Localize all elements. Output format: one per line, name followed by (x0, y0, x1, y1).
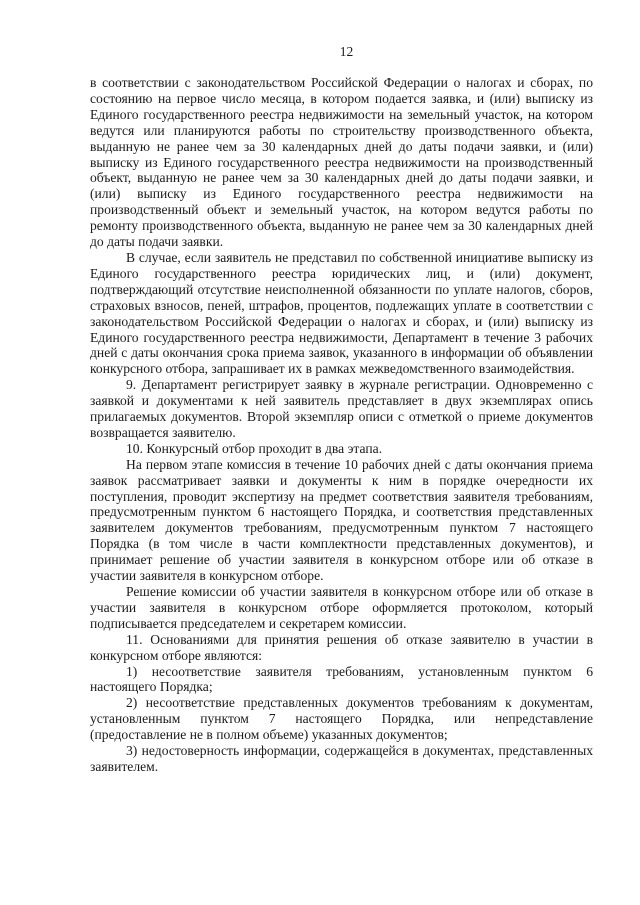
paragraph-interdepartmental-request: В случае, если заявитель не представил по собственной инициативе выписку из Единого государственного реестра юридических лиц, и (или) документ, подтверждающий отсутствие неисполненной обязанности по уплате налогов, сборов, страховых взносов, пеней, штрафов, процентов, подлежащих уплате в соответствии с законодательством Российской Федерации о налогах и сборах, и (или) выписку из Единого государственного реестра недвижимости, Департамент в течение 3 рабочих дней с даты окончания срока приема заявок, указанного в информации об объявлении конкурсного отбора, запрашивает их в рамках межведомственного взаимодействия. (90, 249, 593, 377)
list-item-3: 3) недостоверность информации, содержащейся в документах, представленных заявителем. (90, 743, 593, 774)
paragraph-9-registration: 9. Департамент регистрирует заявку в журнале регистрации. Одновременно с заявкой и документами к ней заявитель представляет в двух экземплярах опись прилагаемых документов. Второй экземпляр описи с отметкой о приеме документов возвращается заявителю. (90, 377, 593, 440)
paragraph-commission-decision: Решение комиссии об участии заявителя в конкурсном отборе или об отказе в участии заявителя в конкурсном отборе оформляется протоколом, который подписывается председателем и секретарем комиссии. (90, 584, 593, 631)
page-number: 12 (339, 44, 354, 59)
paragraph-10-stages: 10. Конкурсный отбор проходит в два этапа. (126, 440, 383, 456)
paragraph-continuation: в соответствии с законодательством Российской Федерации о налогах и сборах, по состоянию на первое число месяца, в котором подается заявка, и (или) выписку из Единого государственного реестра недвижимости на земельный участок, на котором ведутся или планируются работы по строительству производственного объекта, выданную не ранее чем за 30 календарных дней до даты подачи заявки, и (или) выписку из Единого государственного реестра недвижимости на производственный объект, выданную не ранее чем за 30 календарных дней до даты подачи заявки, и (или) выписку из Единого государственного реестра недвижимости на производственный объект и земельный участок, на котором ведутся работы по ремонту производственного объекта, выданную не ранее чем за 30 календарных дней до даты подачи заявки. (90, 75, 593, 250)
paragraph-11-refusal-grounds: 11. Основаниями для принятия решения об отказе заявителю в участии в конкурсном отборе являются: (90, 631, 593, 663)
list-item-1: 1) несоответствие заявителя требованиям, установленным пунктом 6 настоящего Порядка; (90, 663, 593, 695)
list-item-2: 2) несоответствие представленных документов требованиям к документам, установленным пунктом 7 настоящего Порядка, или непредставление (предоставление не в полном объеме) указанных документов; (90, 695, 593, 743)
paragraph-first-stage: На первом этапе комиссия в течение 10 рабочих дней с даты окончания приема заявок рассматривает заявки и документы к ним в порядке очередности их поступления, проводит экспертизу на предмет соответствия заявителя требованиям, предусмотренным пунктом 6 настоящего Порядка, и соответствия представленных заявителем документов требованиям, предусмотренным пунктом 7 настоящего Порядка (в том числе в части комплектности представленных документов), и принимает решение об участии заявителя в конкурсном отборе или об отказе в участии заявителя в конкурсном отборе. (90, 456, 593, 584)
document-body (90, 75, 593, 775)
